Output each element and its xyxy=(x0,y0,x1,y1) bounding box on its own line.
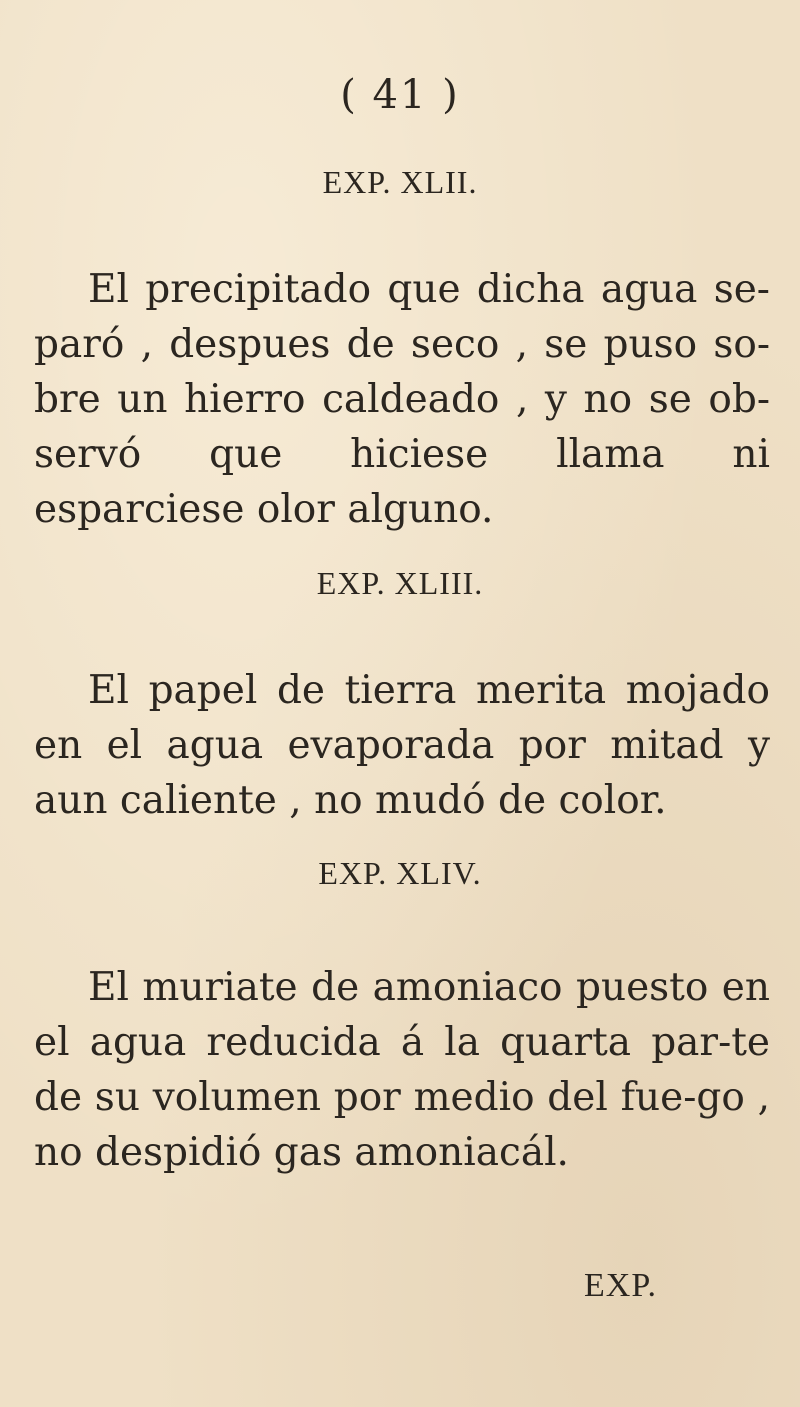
experiment-paragraph-43 xyxy=(34,663,770,828)
experiment-heading-42: EXP. XLII. xyxy=(322,164,478,200)
experiment-heading-44: EXP. XLIV. xyxy=(318,855,482,891)
experiment-text-43: El papel de tierra merita mojado en el agua evaporada por mitad y aun caliente , no mudó de color. xyxy=(34,668,770,823)
catchword: EXP. xyxy=(584,1267,657,1304)
experiment-text-42: El precipitado que dicha agua se-paró , despues de seco , se puso so-bre un hierro caldeado , y no se ob-servó que hiciese llama ni esparciese olor alguno. xyxy=(34,267,770,532)
experiment-text-44: El muriate de amoniaco puesto en el agua reducida á la quarta par-te de su volumen por medio del fue-go , no despidió gas amoniacál. xyxy=(34,965,770,1175)
experiment-heading-43: EXP. XLIII. xyxy=(316,565,484,601)
experiment-paragraph-42 xyxy=(34,262,770,537)
page-number: ( 41 ) xyxy=(340,72,460,118)
experiment-paragraph-44 xyxy=(34,960,770,1180)
